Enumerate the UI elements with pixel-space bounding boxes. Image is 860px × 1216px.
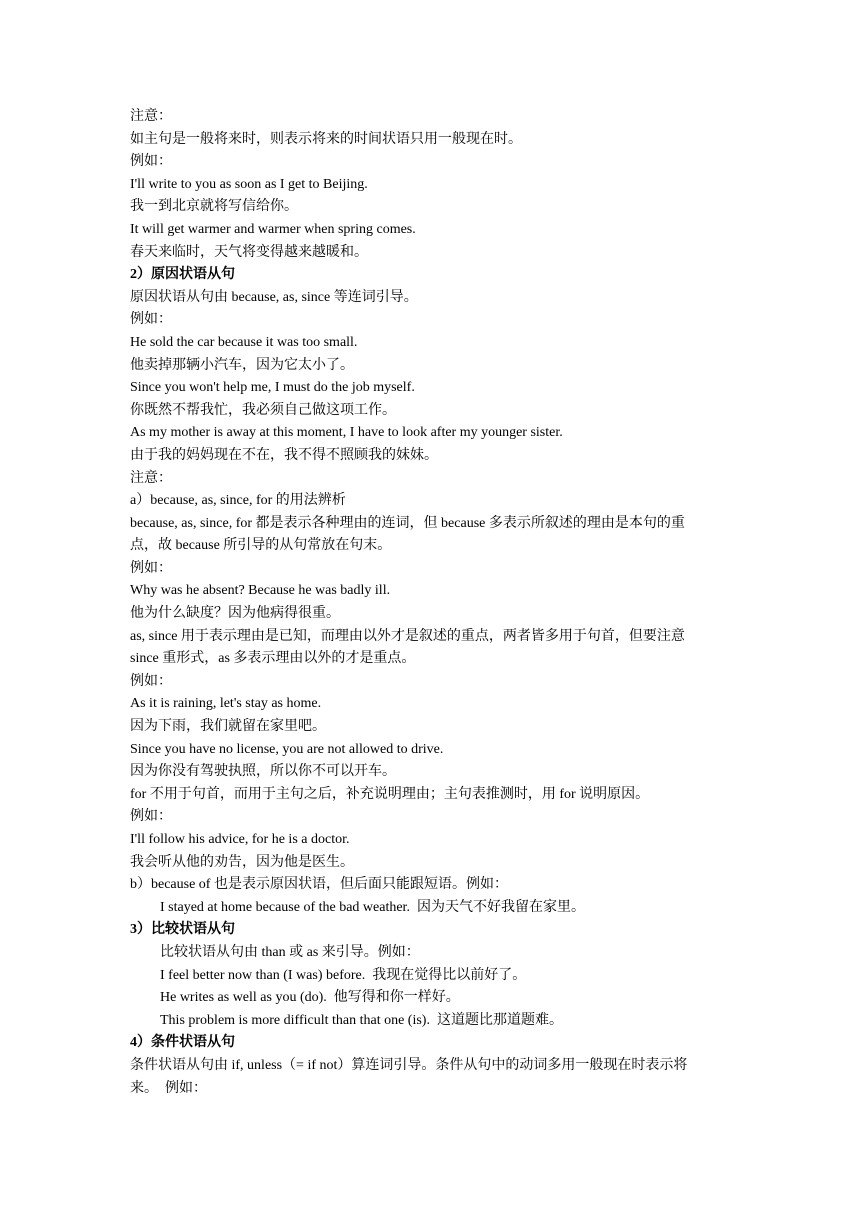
example-label: 例如： [130, 312, 172, 328]
example-sentence-indented: I stayed at home because of the bad weather. 因为天气不好我留在家里。 [160, 899, 585, 915]
example-sentence-en: Since you have no license, you are not allowed to drive. [130, 741, 444, 757]
paragraph-line: 点，故 because 所引导的从句常放在句末。 [130, 538, 392, 554]
note-label: 注意： [130, 109, 172, 124]
example-sentence-en: It will get warmer and warmer when spring comes. [130, 221, 416, 237]
section-intro: 原因状语从句由 because, as, since 等连词引导。 [130, 289, 418, 305]
paragraph-line: as, since 用于表示理由是已知，而理由以外才是叙述的重点，两者皆多用于句首，但要注意 [130, 628, 685, 644]
subsection-heading-usage: a）because, as, since, for 的用法辨析 [130, 493, 346, 509]
example-label: 例如： [130, 154, 172, 170]
example-label: 例如： [130, 560, 172, 576]
example-sentence-en: He sold the car because it was too small. [130, 334, 358, 350]
paragraph-line: 来。 例如： [130, 1080, 207, 1096]
example-sentence-en: Since you won't help me, I must do the job myself. [130, 380, 415, 396]
example-sentence-en: Why was he absent? Because he was badly ill. [130, 583, 391, 599]
example-sentence-indented: This problem is more difficult than that one (is). 这道题比那道题难。 [160, 1012, 563, 1028]
example-sentence-indented: I feel better now than (I was) before. 我现在觉得比以前好了。 [160, 967, 527, 983]
section-heading-condition-clause: 4）条件状语从句 [130, 1035, 235, 1051]
document-page [130, 106, 734, 1100]
section-heading-comparison-clause: 3）比较状语从句 [130, 922, 235, 938]
example-sentence-zh: 春天来临时，天气将变得越来越暖和。 [130, 244, 368, 260]
example-sentence-zh: 他为什么缺度？因为他病得很重。 [130, 606, 340, 622]
paragraph-line: since 重形式，as 多表示理由以外的才是重点。 [130, 651, 416, 667]
example-sentence-indented: He writes as well as you (do). 他写得和你一样好。 [160, 990, 460, 1006]
example-sentence-zh: 我会听从他的劝告，因为他是医生。 [130, 854, 354, 870]
example-sentence-en: As my mother is away at this moment, I have to look after my younger sister. [130, 425, 563, 441]
note-label: 注意： [130, 470, 172, 486]
subsection-heading-because-of: b）because of 也是表示原因状语，但后面只能跟短语。例如： [130, 877, 508, 893]
example-sentence-zh: 我一到北京就将写信给你。 [130, 199, 298, 215]
example-sentence-en: I'll follow his advice, for he is a doctor. [130, 832, 350, 847]
example-sentence-zh: 因为下雨，我们就留在家里吧。 [130, 719, 326, 735]
section-heading-reason-clause: 2）原因状语从句 [130, 267, 235, 283]
paragraph-line: 条件状语从句由 if, unless（= if not）算连词引导。条件从句中的动词多用一般现在时表示将 [130, 1057, 688, 1073]
example-sentence-en: I'll write to you as soon as I get to Beijing. [130, 176, 368, 192]
example-sentence-zh: 他卖掉那辆小汽车，因为它太小了。 [130, 357, 354, 373]
example-sentence-zh: 你既然不帮我忙，我必须自己做这项工作。 [130, 402, 396, 418]
example-label: 例如： [130, 809, 172, 825]
example-label: 例如： [130, 673, 172, 689]
paragraph-line: because, as, since, for 都是表示各种理由的连词，但 because 多表示所叙述的理由是本句的重 [130, 515, 685, 531]
paragraph-line: for 不用于句首，而用于主句之后，补充说明理由；主句表推测时，用 for 说明原因。 [130, 786, 650, 802]
note-text: 如主句是一般将来时，则表示将来的时间状语只用一般现在时。 [130, 131, 522, 147]
example-sentence-zh: 因为你没有驾驶执照，所以你不可以开车。 [130, 764, 396, 780]
example-sentence-zh: 由于我的妈妈现在不在，我不得不照顾我的妹妹。 [130, 447, 438, 463]
section-intro: 比较状语从句由 than 或 as 来引导。例如： [160, 944, 420, 960]
example-sentence-en: As it is raining, let's stay as home. [130, 696, 322, 712]
